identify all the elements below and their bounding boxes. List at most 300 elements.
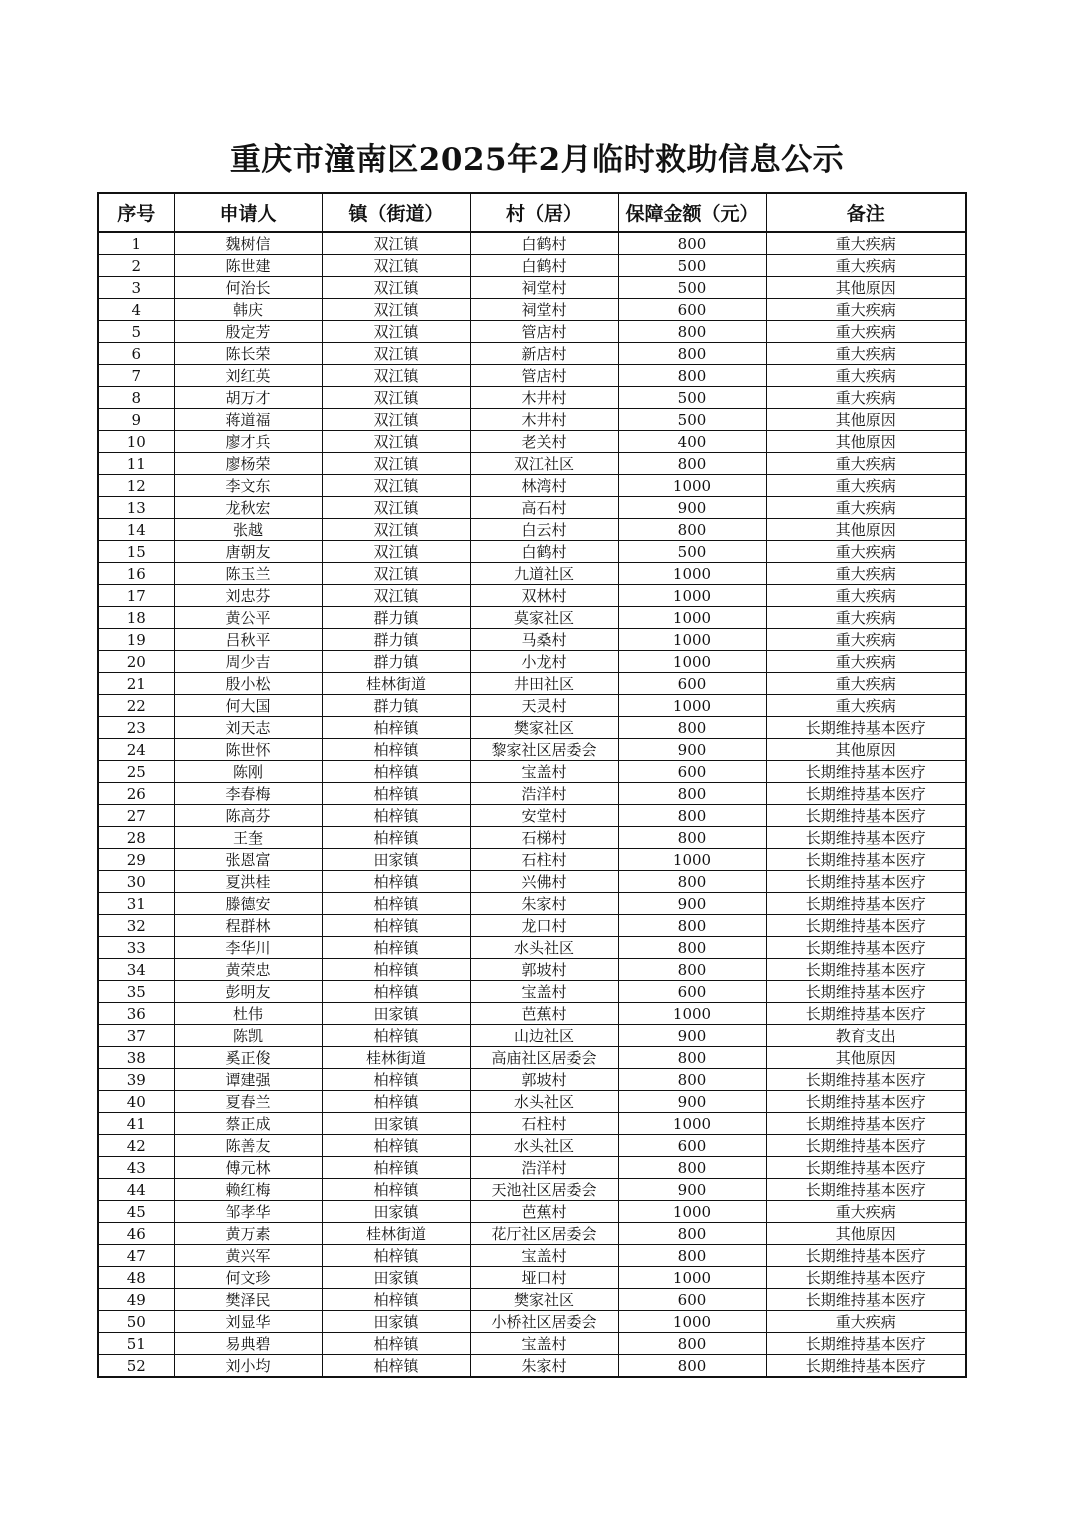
cell-amount: 800 <box>618 959 766 981</box>
cell-serial-number: 22 <box>98 695 174 717</box>
cell-remark: 长期维持基本医疗 <box>766 1289 966 1311</box>
cell-amount: 1000 <box>618 695 766 717</box>
table-row <box>98 541 966 563</box>
table-row <box>98 497 966 519</box>
cell-village: 宝盖村 <box>470 761 618 783</box>
cell-town: 田家镇 <box>322 1267 470 1289</box>
cell-applicant: 蒋道福 <box>174 409 322 431</box>
cell-village: 水头社区 <box>470 1091 618 1113</box>
cell-applicant: 王奎 <box>174 827 322 849</box>
cell-remark: 长期维持基本医疗 <box>766 915 966 937</box>
table-row <box>98 1047 966 1069</box>
cell-town: 双江镇 <box>322 519 470 541</box>
cell-remark: 长期维持基本医疗 <box>766 827 966 849</box>
cell-applicant: 刘红英 <box>174 365 322 387</box>
cell-remark: 长期维持基本医疗 <box>766 1179 966 1201</box>
table-row <box>98 475 966 497</box>
cell-village: 双江社区 <box>470 453 618 475</box>
cell-amount: 1000 <box>618 1201 766 1223</box>
cell-remark: 重大疾病 <box>766 1201 966 1223</box>
table-row <box>98 959 966 981</box>
cell-applicant: 黄万素 <box>174 1223 322 1245</box>
cell-serial-number: 16 <box>98 563 174 585</box>
cell-serial-number: 41 <box>98 1113 174 1135</box>
cell-amount: 1000 <box>618 585 766 607</box>
cell-amount: 800 <box>618 915 766 937</box>
cell-village: 管店村 <box>470 321 618 343</box>
cell-applicant: 杜伟 <box>174 1003 322 1025</box>
cell-amount: 500 <box>618 255 766 277</box>
cell-remark: 长期维持基本医疗 <box>766 959 966 981</box>
cell-village: 新店村 <box>470 343 618 365</box>
cell-village: 水头社区 <box>470 937 618 959</box>
cell-amount: 500 <box>618 277 766 299</box>
cell-applicant: 陈世建 <box>174 255 322 277</box>
cell-village: 井田社区 <box>470 673 618 695</box>
cell-serial-number: 52 <box>98 1355 174 1378</box>
cell-town: 柏梓镇 <box>322 1135 470 1157</box>
cell-town: 双江镇 <box>322 409 470 431</box>
cell-amount: 800 <box>618 871 766 893</box>
table-row <box>98 232 966 255</box>
table-row <box>98 981 966 1003</box>
cell-remark: 长期维持基本医疗 <box>766 1113 966 1135</box>
table-row <box>98 915 966 937</box>
cell-remark: 长期维持基本医疗 <box>766 761 966 783</box>
cell-village: 木井村 <box>470 409 618 431</box>
cell-remark: 重大疾病 <box>766 629 966 651</box>
cell-remark: 其他原因 <box>766 1223 966 1245</box>
cell-town: 桂林街道 <box>322 1223 470 1245</box>
header-village: 村（居） <box>470 193 618 232</box>
cell-village: 安堂村 <box>470 805 618 827</box>
cell-remark: 长期维持基本医疗 <box>766 1091 966 1113</box>
cell-town: 双江镇 <box>322 232 470 255</box>
cell-amount: 600 <box>618 1289 766 1311</box>
cell-applicant: 夏春兰 <box>174 1091 322 1113</box>
cell-amount: 1000 <box>618 1311 766 1333</box>
cell-amount: 800 <box>618 519 766 541</box>
cell-applicant: 易典碧 <box>174 1333 322 1355</box>
table-row <box>98 849 966 871</box>
cell-town: 田家镇 <box>322 1311 470 1333</box>
cell-amount: 1000 <box>618 1003 766 1025</box>
cell-remark: 重大疾病 <box>766 651 966 673</box>
table-row <box>98 1113 966 1135</box>
cell-village: 祠堂村 <box>470 277 618 299</box>
cell-remark: 其他原因 <box>766 1047 966 1069</box>
cell-town: 群力镇 <box>322 651 470 673</box>
cell-serial-number: 33 <box>98 937 174 959</box>
cell-applicant: 谭建强 <box>174 1069 322 1091</box>
table-row <box>98 893 966 915</box>
cell-village: 垭口村 <box>470 1267 618 1289</box>
cell-town: 双江镇 <box>322 475 470 497</box>
cell-amount: 900 <box>618 497 766 519</box>
cell-town: 田家镇 <box>322 1003 470 1025</box>
cell-village: 樊家社区 <box>470 1289 618 1311</box>
cell-village: 小龙村 <box>470 651 618 673</box>
cell-village: 浩洋村 <box>470 1157 618 1179</box>
table-row <box>98 1025 966 1047</box>
cell-remark: 长期维持基本医疗 <box>766 1267 966 1289</box>
cell-remark: 重大疾病 <box>766 1311 966 1333</box>
cell-remark: 重大疾病 <box>766 387 966 409</box>
cell-village: 林湾村 <box>470 475 618 497</box>
cell-town: 双江镇 <box>322 453 470 475</box>
cell-remark: 重大疾病 <box>766 585 966 607</box>
table-row <box>98 1069 966 1091</box>
cell-village: 木井村 <box>470 387 618 409</box>
cell-village: 黎家社区居委会 <box>470 739 618 761</box>
cell-amount: 1000 <box>618 651 766 673</box>
cell-remark: 重大疾病 <box>766 365 966 387</box>
cell-town: 田家镇 <box>322 849 470 871</box>
cell-village: 花厅社区居委会 <box>470 1223 618 1245</box>
cell-serial-number: 8 <box>98 387 174 409</box>
cell-town: 双江镇 <box>322 321 470 343</box>
cell-amount: 800 <box>618 365 766 387</box>
cell-applicant: 程群林 <box>174 915 322 937</box>
cell-remark: 其他原因 <box>766 431 966 453</box>
cell-applicant: 周少吉 <box>174 651 322 673</box>
cell-amount: 500 <box>618 409 766 431</box>
cell-applicant: 黄公平 <box>174 607 322 629</box>
cell-serial-number: 30 <box>98 871 174 893</box>
cell-applicant: 张恩富 <box>174 849 322 871</box>
cell-applicant: 陈长荣 <box>174 343 322 365</box>
header-amount: 保障金额（元） <box>618 193 766 232</box>
cell-village: 石柱村 <box>470 1113 618 1135</box>
cell-town: 柏梓镇 <box>322 981 470 1003</box>
cell-amount: 500 <box>618 541 766 563</box>
cell-serial-number: 34 <box>98 959 174 981</box>
table-row <box>98 651 966 673</box>
cell-serial-number: 29 <box>98 849 174 871</box>
cell-town: 柏梓镇 <box>322 1069 470 1091</box>
table-row <box>98 1311 966 1333</box>
cell-applicant: 黄荣忠 <box>174 959 322 981</box>
cell-village: 郭坡村 <box>470 1069 618 1091</box>
cell-remark: 长期维持基本医疗 <box>766 1069 966 1091</box>
cell-amount: 800 <box>618 1333 766 1355</box>
cell-amount: 900 <box>618 893 766 915</box>
table-row <box>98 871 966 893</box>
cell-amount: 800 <box>618 232 766 255</box>
cell-applicant: 刘忠芬 <box>174 585 322 607</box>
table-row <box>98 1179 966 1201</box>
cell-remark: 重大疾病 <box>766 541 966 563</box>
cell-serial-number: 45 <box>98 1201 174 1223</box>
cell-remark: 长期维持基本医疗 <box>766 1245 966 1267</box>
cell-applicant: 李华川 <box>174 937 322 959</box>
cell-village: 宝盖村 <box>470 1333 618 1355</box>
cell-serial-number: 25 <box>98 761 174 783</box>
table-row <box>98 1289 966 1311</box>
cell-remark: 重大疾病 <box>766 475 966 497</box>
cell-village: 小桥社区居委会 <box>470 1311 618 1333</box>
table-body <box>98 232 966 1377</box>
cell-serial-number: 13 <box>98 497 174 519</box>
cell-serial-number: 3 <box>98 277 174 299</box>
cell-applicant: 邹孝华 <box>174 1201 322 1223</box>
cell-village: 石柱村 <box>470 849 618 871</box>
cell-remark: 其他原因 <box>766 277 966 299</box>
cell-serial-number: 51 <box>98 1333 174 1355</box>
cell-applicant: 黄兴军 <box>174 1245 322 1267</box>
table-row <box>98 695 966 717</box>
cell-serial-number: 6 <box>98 343 174 365</box>
cell-town: 双江镇 <box>322 541 470 563</box>
cell-serial-number: 21 <box>98 673 174 695</box>
cell-serial-number: 5 <box>98 321 174 343</box>
cell-applicant: 陈凯 <box>174 1025 322 1047</box>
cell-town: 田家镇 <box>322 1201 470 1223</box>
table-row <box>98 453 966 475</box>
cell-applicant: 魏树信 <box>174 232 322 255</box>
table-row <box>98 1157 966 1179</box>
cell-serial-number: 39 <box>98 1069 174 1091</box>
cell-remark: 重大疾病 <box>766 607 966 629</box>
cell-remark: 长期维持基本医疗 <box>766 717 966 739</box>
cell-amount: 600 <box>618 981 766 1003</box>
cell-serial-number: 35 <box>98 981 174 1003</box>
table-row <box>98 255 966 277</box>
cell-amount: 600 <box>618 673 766 695</box>
cell-serial-number: 20 <box>98 651 174 673</box>
table-row <box>98 409 966 431</box>
cell-town: 桂林街道 <box>322 673 470 695</box>
cell-town: 柏梓镇 <box>322 1091 470 1113</box>
cell-village: 芭蕉村 <box>470 1201 618 1223</box>
cell-amount: 1000 <box>618 1267 766 1289</box>
cell-applicant: 樊泽民 <box>174 1289 322 1311</box>
cell-village: 山边社区 <box>470 1025 618 1047</box>
cell-amount: 1000 <box>618 629 766 651</box>
cell-town: 双江镇 <box>322 563 470 585</box>
cell-town: 柏梓镇 <box>322 1333 470 1355</box>
cell-remark: 长期维持基本医疗 <box>766 1135 966 1157</box>
cell-town: 柏梓镇 <box>322 959 470 981</box>
cell-applicant: 赖红梅 <box>174 1179 322 1201</box>
cell-village: 莫家社区 <box>470 607 618 629</box>
cell-town: 双江镇 <box>322 387 470 409</box>
cell-town: 双江镇 <box>322 365 470 387</box>
table-row <box>98 805 966 827</box>
cell-amount: 900 <box>618 1179 766 1201</box>
cell-serial-number: 26 <box>98 783 174 805</box>
table-row <box>98 937 966 959</box>
cell-amount: 800 <box>618 717 766 739</box>
cell-serial-number: 18 <box>98 607 174 629</box>
cell-remark: 其他原因 <box>766 519 966 541</box>
cell-amount: 800 <box>618 343 766 365</box>
cell-town: 柏梓镇 <box>322 915 470 937</box>
table-row <box>98 519 966 541</box>
cell-remark: 长期维持基本医疗 <box>766 893 966 915</box>
cell-amount: 900 <box>618 1091 766 1113</box>
table-row <box>98 1267 966 1289</box>
cell-applicant: 刘显华 <box>174 1311 322 1333</box>
cell-amount: 800 <box>618 321 766 343</box>
cell-remark: 重大疾病 <box>766 343 966 365</box>
cell-town: 群力镇 <box>322 607 470 629</box>
cell-amount: 1000 <box>618 563 766 585</box>
cell-town: 柏梓镇 <box>322 871 470 893</box>
cell-amount: 500 <box>618 387 766 409</box>
cell-applicant: 陈世怀 <box>174 739 322 761</box>
table-row <box>98 717 966 739</box>
cell-village: 老关村 <box>470 431 618 453</box>
cell-remark: 重大疾病 <box>766 695 966 717</box>
cell-serial-number: 9 <box>98 409 174 431</box>
cell-applicant: 滕德安 <box>174 893 322 915</box>
cell-town: 双江镇 <box>322 343 470 365</box>
cell-amount: 800 <box>618 937 766 959</box>
header-remark: 备注 <box>766 193 966 232</box>
cell-village: 朱家村 <box>470 1355 618 1378</box>
cell-serial-number: 38 <box>98 1047 174 1069</box>
cell-serial-number: 36 <box>98 1003 174 1025</box>
table-row <box>98 299 966 321</box>
cell-serial-number: 37 <box>98 1025 174 1047</box>
cell-applicant: 陈刚 <box>174 761 322 783</box>
cell-applicant: 刘小均 <box>174 1355 322 1378</box>
cell-remark: 重大疾病 <box>766 255 966 277</box>
table-row <box>98 343 966 365</box>
cell-town: 柏梓镇 <box>322 805 470 827</box>
cell-village: 马桑村 <box>470 629 618 651</box>
cell-village: 石梯村 <box>470 827 618 849</box>
cell-serial-number: 42 <box>98 1135 174 1157</box>
table-row <box>98 277 966 299</box>
cell-amount: 600 <box>618 1135 766 1157</box>
cell-town: 柏梓镇 <box>322 783 470 805</box>
table-row <box>98 629 966 651</box>
cell-village: 九道社区 <box>470 563 618 585</box>
cell-amount: 800 <box>618 1223 766 1245</box>
cell-remark: 长期维持基本医疗 <box>766 1355 966 1378</box>
cell-town: 柏梓镇 <box>322 827 470 849</box>
document-title: 重庆市潼南区2025年2月临时救助信息公示 <box>229 142 845 178</box>
cell-village: 天灵村 <box>470 695 618 717</box>
cell-applicant: 夏洪桂 <box>174 871 322 893</box>
cell-village: 天池社区居委会 <box>470 1179 618 1201</box>
cell-amount: 800 <box>618 1069 766 1091</box>
cell-serial-number: 14 <box>98 519 174 541</box>
cell-serial-number: 23 <box>98 717 174 739</box>
table-row <box>98 585 966 607</box>
cell-town: 柏梓镇 <box>322 717 470 739</box>
cell-village: 白鹤村 <box>470 232 618 255</box>
cell-serial-number: 43 <box>98 1157 174 1179</box>
cell-town: 群力镇 <box>322 695 470 717</box>
cell-applicant: 胡万才 <box>174 387 322 409</box>
cell-town: 双江镇 <box>322 497 470 519</box>
table-row <box>98 365 966 387</box>
cell-town: 双江镇 <box>322 277 470 299</box>
cell-amount: 400 <box>618 431 766 453</box>
cell-remark: 重大疾病 <box>766 232 966 255</box>
cell-village: 水头社区 <box>470 1135 618 1157</box>
cell-serial-number: 44 <box>98 1179 174 1201</box>
table-row <box>98 1223 966 1245</box>
header-serial-number: 序号 <box>98 193 174 232</box>
table-header <box>98 193 966 232</box>
cell-village: 兴佛村 <box>470 871 618 893</box>
cell-amount: 800 <box>618 827 766 849</box>
cell-serial-number: 17 <box>98 585 174 607</box>
cell-applicant: 殷小松 <box>174 673 322 695</box>
cell-serial-number: 40 <box>98 1091 174 1113</box>
cell-applicant: 陈玉兰 <box>174 563 322 585</box>
table-row <box>98 607 966 629</box>
cell-applicant: 廖才兵 <box>174 431 322 453</box>
cell-village: 白云村 <box>470 519 618 541</box>
cell-serial-number: 50 <box>98 1311 174 1333</box>
cell-remark: 重大疾病 <box>766 563 966 585</box>
header-town: 镇（街道） <box>322 193 470 232</box>
table-row <box>98 1355 966 1378</box>
cell-serial-number: 49 <box>98 1289 174 1311</box>
cell-remark: 重大疾病 <box>766 299 966 321</box>
table-row <box>98 1091 966 1113</box>
cell-serial-number: 10 <box>98 431 174 453</box>
cell-remark: 重大疾病 <box>766 453 966 475</box>
cell-amount: 900 <box>618 1025 766 1047</box>
cell-amount: 1000 <box>618 1113 766 1135</box>
table-row <box>98 673 966 695</box>
cell-remark: 重大疾病 <box>766 321 966 343</box>
cell-town: 田家镇 <box>322 1113 470 1135</box>
cell-remark: 重大疾病 <box>766 673 966 695</box>
cell-applicant: 彭明友 <box>174 981 322 1003</box>
cell-town: 柏梓镇 <box>322 1355 470 1378</box>
cell-amount: 800 <box>618 783 766 805</box>
cell-applicant: 廖杨荣 <box>174 453 322 475</box>
cell-remark: 长期维持基本医疗 <box>766 937 966 959</box>
cell-serial-number: 27 <box>98 805 174 827</box>
cell-remark: 长期维持基本医疗 <box>766 1333 966 1355</box>
cell-serial-number: 19 <box>98 629 174 651</box>
cell-applicant: 李文东 <box>174 475 322 497</box>
cell-serial-number: 46 <box>98 1223 174 1245</box>
cell-remark: 长期维持基本医疗 <box>766 783 966 805</box>
cell-serial-number: 11 <box>98 453 174 475</box>
cell-amount: 800 <box>618 805 766 827</box>
cell-amount: 800 <box>618 1047 766 1069</box>
cell-town: 双江镇 <box>322 431 470 453</box>
cell-serial-number: 32 <box>98 915 174 937</box>
cell-village: 白鹤村 <box>470 255 618 277</box>
cell-town: 柏梓镇 <box>322 739 470 761</box>
cell-serial-number: 48 <box>98 1267 174 1289</box>
cell-applicant: 傅元林 <box>174 1157 322 1179</box>
cell-serial-number: 15 <box>98 541 174 563</box>
cell-remark: 重大疾病 <box>766 497 966 519</box>
table-row <box>98 1201 966 1223</box>
cell-serial-number: 24 <box>98 739 174 761</box>
cell-applicant: 韩庆 <box>174 299 322 321</box>
cell-applicant: 龙秋宏 <box>174 497 322 519</box>
table-row <box>98 1135 966 1157</box>
cell-village: 芭蕉村 <box>470 1003 618 1025</box>
cell-village: 宝盖村 <box>470 981 618 1003</box>
cell-applicant: 陈高芬 <box>174 805 322 827</box>
cell-village: 高石村 <box>470 497 618 519</box>
cell-amount: 800 <box>618 453 766 475</box>
cell-amount: 1000 <box>618 849 766 871</box>
